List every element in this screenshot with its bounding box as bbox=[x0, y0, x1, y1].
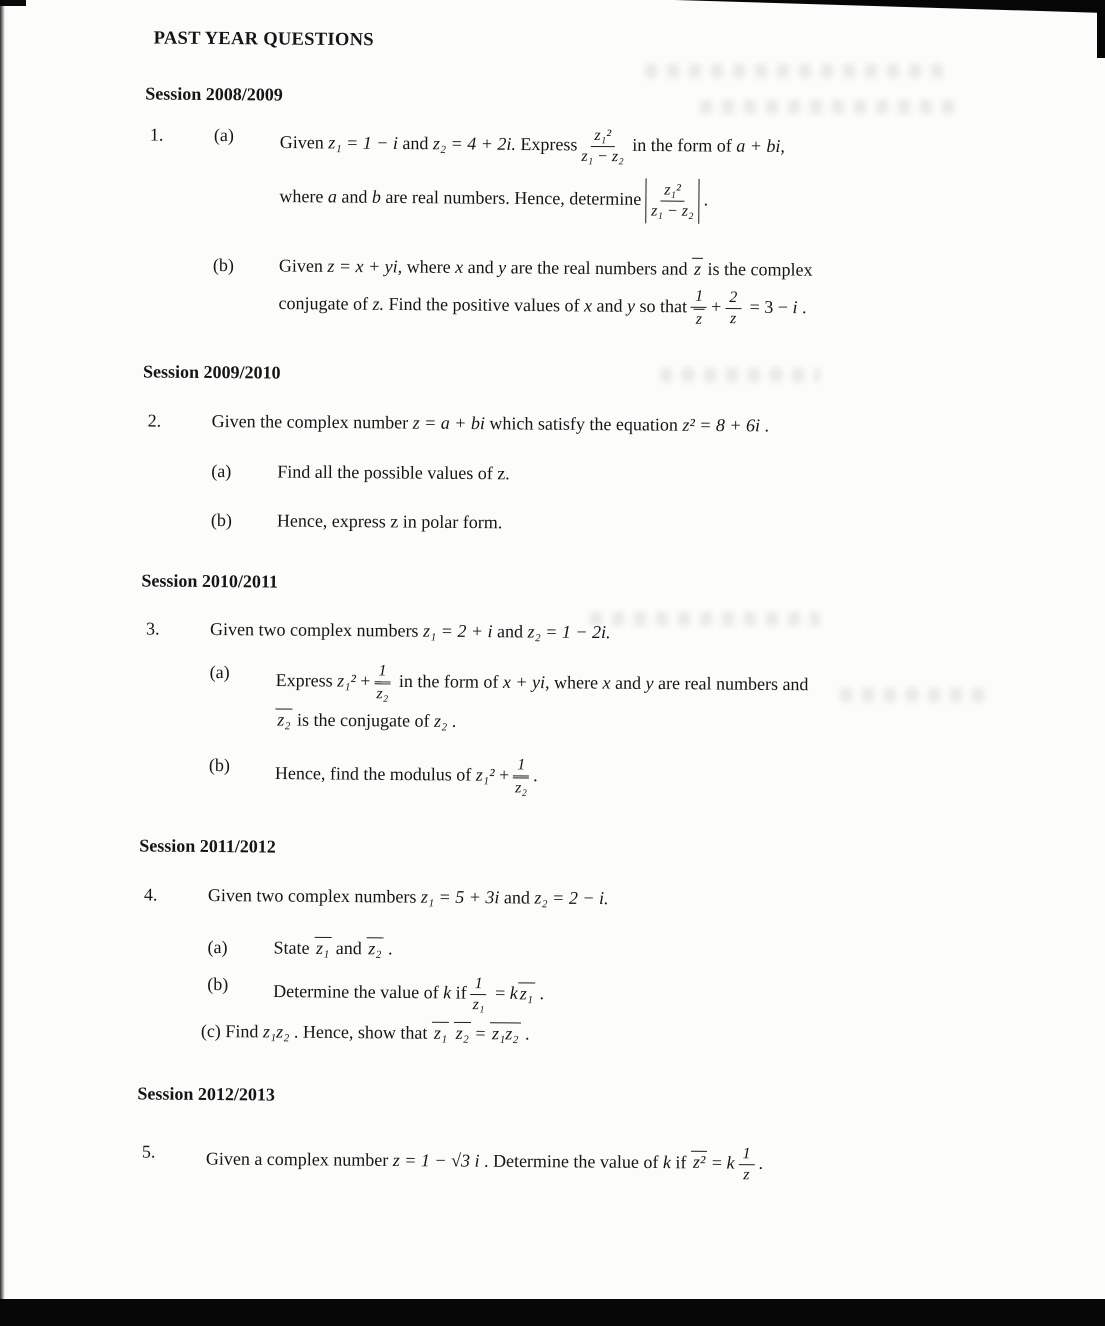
text-run: and bbox=[610, 672, 646, 694]
text-run: Given bbox=[279, 132, 329, 153]
question-line bbox=[275, 709, 1051, 739]
text-run: Find all the possible values of z. bbox=[277, 461, 510, 483]
question-text bbox=[278, 255, 1055, 332]
math-run: z = a + bi bbox=[412, 412, 485, 434]
section-heading-2008-2009: Session 2008/2009 bbox=[145, 83, 283, 105]
conjugate-overline: z₁ bbox=[432, 1022, 449, 1044]
text-run: if bbox=[670, 1151, 692, 1172]
text-run: and bbox=[591, 295, 628, 316]
math-run: z₂ = 4 + 2i. bbox=[432, 133, 517, 155]
question-text bbox=[212, 410, 1054, 440]
math-run: z = 1 − √3 i bbox=[392, 1149, 480, 1171]
fraction bbox=[470, 975, 486, 1014]
math-run: k bbox=[509, 982, 518, 1003]
fraction-numerator: 1 bbox=[738, 1145, 754, 1165]
part-label: (b) bbox=[210, 510, 232, 531]
modulus-bars bbox=[645, 179, 700, 224]
question-text bbox=[279, 125, 1056, 227]
question-number: 5. bbox=[141, 1141, 156, 1162]
fraction bbox=[651, 182, 694, 221]
question-number bbox=[142, 459, 211, 460]
question-line bbox=[278, 285, 1054, 332]
fraction-numerator: z₁² bbox=[590, 127, 615, 147]
text-run: Express bbox=[515, 134, 578, 155]
text-run: . bbox=[534, 983, 545, 1004]
question-line bbox=[280, 125, 1056, 170]
section-heading-2011-2012: Session 2011/2012 bbox=[139, 835, 276, 857]
text-run: Given two complex numbers bbox=[207, 885, 421, 907]
question-text bbox=[277, 460, 1053, 489]
text-run: and bbox=[331, 937, 367, 958]
question-number bbox=[139, 935, 208, 936]
section-heading-2012-2013: Session 2012/2013 bbox=[137, 1083, 275, 1105]
question-number bbox=[138, 972, 207, 973]
text-run: = bbox=[707, 1152, 727, 1173]
math-run: x bbox=[583, 295, 593, 316]
fraction-numerator: 1 bbox=[374, 663, 390, 683]
text-run: and bbox=[463, 257, 499, 278]
text-run: is the conjugate of bbox=[292, 709, 435, 731]
question-2-part-b bbox=[142, 508, 1053, 539]
text-run: . bbox=[383, 937, 393, 959]
math-run: y bbox=[498, 257, 507, 278]
question-3 bbox=[141, 617, 1052, 648]
question-number bbox=[138, 1019, 207, 1020]
text-run: Given the complex number bbox=[211, 411, 413, 433]
text-run: and bbox=[492, 621, 528, 642]
text-run: in the form of bbox=[627, 135, 737, 157]
conjugate-overline: z₂ bbox=[275, 709, 292, 731]
math-run: a + bi, bbox=[736, 136, 786, 157]
question-1-part-b bbox=[143, 254, 1055, 332]
part-label: (a) bbox=[209, 662, 230, 683]
math-run: i bbox=[792, 297, 798, 318]
question-2 bbox=[143, 410, 1054, 441]
fraction-numerator: 1 bbox=[691, 288, 707, 308]
text-run: = bbox=[470, 1022, 491, 1044]
question-2-part-a bbox=[142, 459, 1053, 490]
text-run: where bbox=[279, 186, 328, 207]
text-run: Given two complex numbers bbox=[209, 618, 424, 641]
question-text bbox=[201, 1020, 1049, 1050]
math-run: z₁² bbox=[337, 670, 356, 691]
question-text bbox=[206, 1141, 1048, 1186]
text-run: = 3 − bbox=[745, 296, 793, 318]
part-label: (b) bbox=[207, 973, 229, 995]
text-run: . bbox=[533, 765, 538, 786]
conjugate-overline: z bbox=[694, 309, 704, 328]
question-text bbox=[275, 662, 1052, 739]
text-run: . bbox=[797, 297, 807, 318]
text-run: and bbox=[499, 887, 535, 908]
question-number bbox=[142, 508, 211, 509]
question-number: 2. bbox=[147, 410, 162, 431]
fraction bbox=[374, 663, 390, 704]
text-run: State bbox=[273, 937, 315, 958]
plus-sign: + bbox=[710, 296, 722, 317]
fraction bbox=[725, 289, 741, 328]
text-run: . bbox=[703, 189, 709, 210]
text-run: and bbox=[336, 186, 372, 208]
text-run: Express bbox=[275, 670, 338, 691]
math-run: k bbox=[662, 1151, 672, 1172]
part-label: (b) bbox=[208, 755, 231, 776]
question-text bbox=[273, 974, 1049, 1019]
conjugate-overline: z₂ bbox=[454, 1022, 471, 1044]
text-run: Find the positive values of bbox=[383, 293, 585, 316]
text-run: are the real numbers and bbox=[506, 257, 693, 279]
math-run: z₁ = 2 + i bbox=[422, 620, 493, 642]
text-run: . bbox=[758, 1152, 764, 1173]
text-run: where bbox=[549, 672, 603, 693]
math-run: y bbox=[645, 673, 654, 694]
fraction-numerator: 1 bbox=[471, 975, 487, 995]
scan-artifact bbox=[0, 1299, 1105, 1326]
question-number: 1. bbox=[149, 124, 164, 146]
fraction-numerator: 2 bbox=[725, 289, 741, 309]
text-run: . bbox=[447, 710, 457, 731]
text-run: Given a complex number bbox=[205, 1148, 393, 1170]
math-run: k bbox=[443, 982, 452, 1003]
fraction-denominator: z₁ − z₂ bbox=[581, 148, 624, 166]
fraction bbox=[513, 756, 529, 797]
section-heading-2009-2010: Session 2009/2010 bbox=[142, 361, 281, 383]
text-run: so that bbox=[634, 295, 688, 317]
text-run: + bbox=[355, 670, 371, 692]
text-run: and bbox=[397, 133, 433, 154]
question-4-part-c bbox=[138, 1019, 1049, 1050]
math-run: a bbox=[327, 186, 337, 207]
conjugate-overline: z₂ bbox=[366, 937, 383, 959]
text-run: + bbox=[494, 764, 510, 785]
math-run: z₂ bbox=[433, 710, 448, 731]
text-run: conjugate of bbox=[278, 293, 373, 314]
part-label: (a) bbox=[207, 936, 228, 957]
fraction-denominator: z₁ bbox=[472, 995, 485, 1014]
question-4-part-a bbox=[138, 935, 1049, 966]
text-run: = bbox=[490, 982, 510, 1003]
math-run: z₂ = 2 − i. bbox=[534, 887, 609, 909]
fraction-denominator bbox=[694, 308, 704, 329]
question-text bbox=[277, 510, 1053, 539]
fraction-denominator: z bbox=[743, 1165, 750, 1183]
math-run: x bbox=[602, 672, 611, 693]
math-run: z₂ = 1 − 2i. bbox=[527, 621, 611, 642]
text-run: Given bbox=[278, 255, 328, 276]
text-run: . Hence, show that bbox=[289, 1021, 432, 1043]
fraction-denominator: z₁ − z₂ bbox=[651, 202, 694, 220]
text-run: Hence, find the modulus of bbox=[274, 763, 476, 785]
text-run: if bbox=[451, 982, 467, 1003]
text-run: are real numbers and bbox=[653, 673, 809, 695]
text-run: is the complex bbox=[703, 258, 813, 280]
text-run: (c) Find bbox=[200, 1020, 263, 1042]
conjugate-overline: z bbox=[692, 258, 703, 280]
math-run: z₁z₂ bbox=[262, 1021, 290, 1042]
math-run: z = x + yi, bbox=[327, 255, 403, 277]
fraction-denominator bbox=[513, 776, 529, 797]
fraction-denominator bbox=[374, 682, 390, 703]
conjugate-overline: z₂ bbox=[374, 683, 390, 702]
math-run: z₁² bbox=[475, 764, 495, 785]
question-text bbox=[275, 755, 1051, 802]
part-label: (b) bbox=[212, 255, 234, 276]
question-3-part-b bbox=[140, 753, 1051, 801]
math-run: z₁ = 5 + 3i bbox=[420, 886, 500, 908]
fraction-numerator: 1 bbox=[513, 756, 529, 776]
question-line bbox=[275, 662, 1051, 709]
question-1-part-a bbox=[144, 124, 1056, 227]
conjugate-overline: z₁z₂ bbox=[490, 1022, 521, 1044]
section-heading-2010-2011: Session 2010/2011 bbox=[141, 570, 279, 592]
question-4 bbox=[139, 884, 1050, 915]
math-run: x + yi, bbox=[502, 672, 550, 693]
text-run: . bbox=[760, 415, 770, 436]
conjugate-overline: z₁ bbox=[314, 936, 331, 958]
part-label: (a) bbox=[213, 125, 234, 146]
question-3-part-a bbox=[140, 661, 1052, 739]
math-run: x bbox=[455, 256, 464, 278]
fraction-numerator: z₁² bbox=[660, 182, 685, 202]
math-run: y bbox=[626, 295, 636, 316]
math-run: z. bbox=[372, 293, 385, 314]
math-run: z² = 8 + 6i bbox=[682, 414, 761, 436]
math-run: z₁ = 1 − i bbox=[328, 132, 398, 154]
text-run: which satisfy the equation bbox=[484, 413, 683, 435]
question-text bbox=[208, 884, 1050, 914]
question-number: 4. bbox=[143, 884, 158, 905]
text-run: . Determine the value of bbox=[479, 1150, 664, 1172]
question-number bbox=[140, 753, 209, 754]
question-number bbox=[144, 254, 213, 255]
question-5 bbox=[137, 1140, 1048, 1186]
conjugate-overline: z₁ bbox=[518, 982, 535, 1004]
conjugate-overline: z₂ bbox=[513, 777, 529, 796]
fraction bbox=[581, 127, 624, 166]
text-run: are real numbers. Hence, determine bbox=[380, 187, 642, 210]
conjugate-overline: z² bbox=[691, 1151, 708, 1173]
fraction bbox=[691, 288, 707, 329]
page-title: PAST YEAR QUESTIONS bbox=[153, 28, 374, 51]
fraction-denominator: z bbox=[729, 310, 737, 328]
math-run: k bbox=[726, 1152, 735, 1173]
text-run: Hence, express z in polar form. bbox=[276, 510, 503, 533]
math-run: b bbox=[371, 187, 381, 208]
question-line bbox=[279, 255, 1055, 285]
question-text bbox=[273, 936, 1049, 965]
text-run: . bbox=[520, 1023, 530, 1044]
fraction bbox=[738, 1145, 754, 1184]
text-run: where bbox=[402, 256, 456, 277]
question-number bbox=[141, 661, 210, 662]
question-text bbox=[210, 618, 1052, 648]
text-run: in the form of bbox=[394, 671, 504, 693]
part-label: (a) bbox=[211, 460, 232, 481]
question-line bbox=[279, 176, 1055, 227]
text-run: Determine the value of bbox=[273, 981, 444, 1003]
question-4-part-b bbox=[138, 972, 1049, 1018]
question-number: 3. bbox=[145, 618, 160, 639]
